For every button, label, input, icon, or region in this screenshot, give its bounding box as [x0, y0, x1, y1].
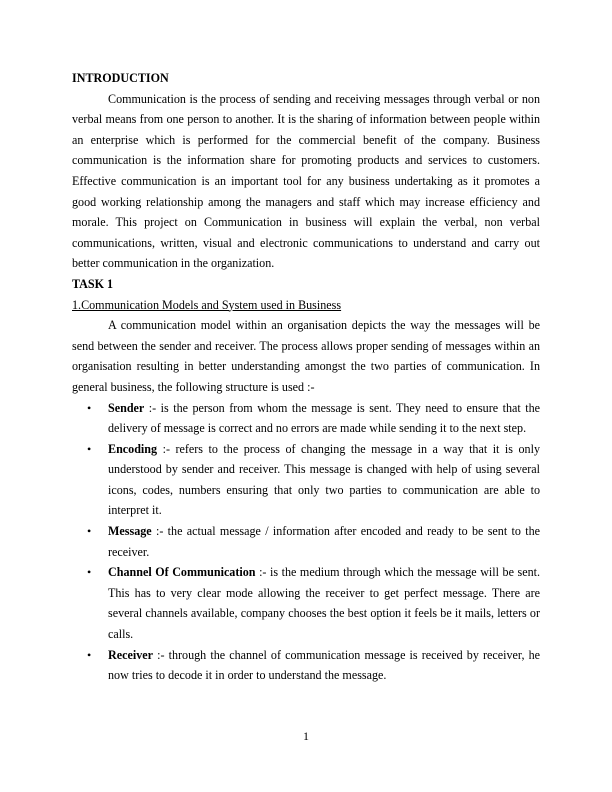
bullet-term: Message: [108, 524, 152, 539]
intro-paragraph: Communication is the process of sending and receiving messages through verbal or non verbal means from one person to another. It is the sharing of information between people within an enterprise which is performed for the commercial benefit of the company. Business communication is the information share for promoting products and services to customers. Effective communication is an important tool for any business undertaking as it promotes a good working relationship among the managers and staff which may increase efficiency and morale. This project on Communication in business will explain the verbal, non verbal communications, written, visual and electronic communications to understand and carry out better communication in the organization.: [72, 91, 540, 271]
section-title: 1.Communication Models and System used in Business: [72, 297, 342, 312]
bullet-text: :- is the person from whom the message is sent. They need to ensure that the delivery of message is correct and no errors are made while sending it to the next step.: [108, 400, 540, 436]
task-heading: TASK 1: [72, 276, 114, 291]
bullet-icon: •: [87, 441, 92, 456]
page-content: [72, 68, 540, 686]
page-number: 1: [303, 729, 309, 743]
bullet-icon: •: [87, 565, 92, 580]
list-item: [72, 562, 540, 644]
intro-heading: INTRODUCTION: [72, 71, 169, 85]
bullet-term: Sender: [108, 400, 145, 415]
bullet-text: :- through the channel of communication message is received by receiver, he now tries to decode it in order to understand the message.: [108, 647, 540, 683]
list-item: [72, 398, 540, 439]
bullet-icon: •: [87, 524, 92, 539]
bullet-text: :- is the medium through which the message will be sent. This has to very clear mode allowing the receiver to get perfect message. There are several channels available, company chooses the best option it feels be it mails, letters or calls.: [108, 565, 541, 642]
bullet-list: [72, 398, 540, 686]
bullet-term: Encoding: [108, 441, 158, 456]
bullet-icon: •: [87, 647, 92, 662]
section-paragraph: A communication model within an organisation depicts the way the messages will be send between the sender and receiver. The process allows proper sending of messages within an organisation resulting in better understanding amongst the two parties of communication. In general business, the following structure is used :-: [72, 318, 540, 394]
section-title-line: [72, 295, 540, 316]
bullet-icon: •: [87, 400, 92, 415]
list-item: [72, 439, 540, 521]
bullet-term: Channel Of Communication: [108, 565, 256, 580]
list-item: [72, 645, 540, 686]
bullet-term: Receiver: [108, 647, 153, 662]
list-item: [72, 521, 540, 562]
bullet-text: :- refers to the process of changing the message in a way that it is only understood by sender and receiver. This message is changed with help of using several icons, codes, numbers ensuring that only two parties to communication are able to interpret it.: [108, 441, 540, 518]
bullet-text: :- the actual message / information after encoded and ready to be sent to the receiver.: [108, 524, 540, 559]
